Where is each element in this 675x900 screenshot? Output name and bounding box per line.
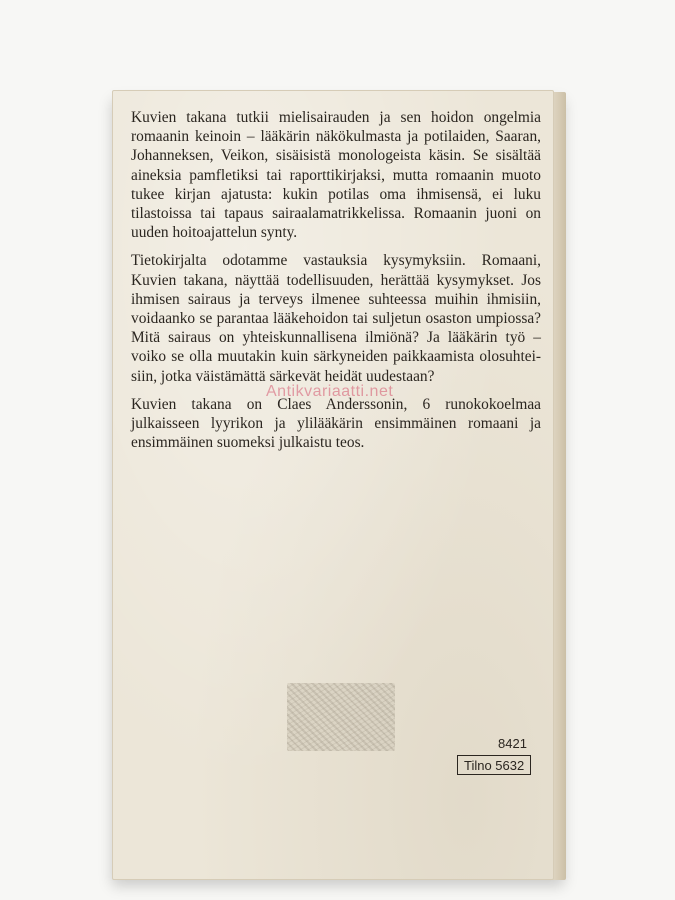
blurb-text xyxy=(131,108,541,461)
faded-stamp xyxy=(287,683,395,751)
code-number: 8421 xyxy=(498,736,527,751)
blurb-paragraph-2: Tietokirjalta odotamme vastauksia kysymyksiin. Romaani, Kuvien takana, näyttää todellisuuden, herättää kysymykset. Jos ihmisen sairaus ja terveys ilmenee suhteessa muihin ihmisiin, voidaanko se parantaa lääkehoidon tai suljetun osaston umpiossa? Mitä sairaus on yhteiskunnallisena ilmiönä? Ja lääkärin työ – voiko se olla muutakin kuin särkyneiden paikkaamista olosuhteisiin, jotka väistämättä särkevät heidät uudestaan? xyxy=(131,252,541,385)
blurb-paragraph-3: Kuvien takana on Claes Anderssonin, 6 runokokoelmaa julkaisseen lyyrikon ja ylilääkärin ensimmäinen romaani ja ensimmäinen suomeksi julkaistu teos. xyxy=(131,395,541,452)
watermark: Antikvariaatti.net xyxy=(266,383,394,400)
price-label-box: Tilno 5632 xyxy=(457,755,531,775)
blurb-paragraph-1: Kuvien takana tutkii mielisairauden ja sen hoidon ongelmia romaanin keinoin – lääkärin näkökulmasta ja potilaiden, Saaran, Johanneksen, Veikon, sisäisistä monologeista käsin. Se sisältää aineksia pamfletiksi tai raporttikirjaksi, mutta romaanin muoto tukee kirjan ajatusta: kukin potilas oma ihmisensä, ei luku tilastoissa tai tapaus sairaalamatrikkelissa. Romaanin juoni on uuden hoitoajattelun synty. xyxy=(131,109,541,242)
